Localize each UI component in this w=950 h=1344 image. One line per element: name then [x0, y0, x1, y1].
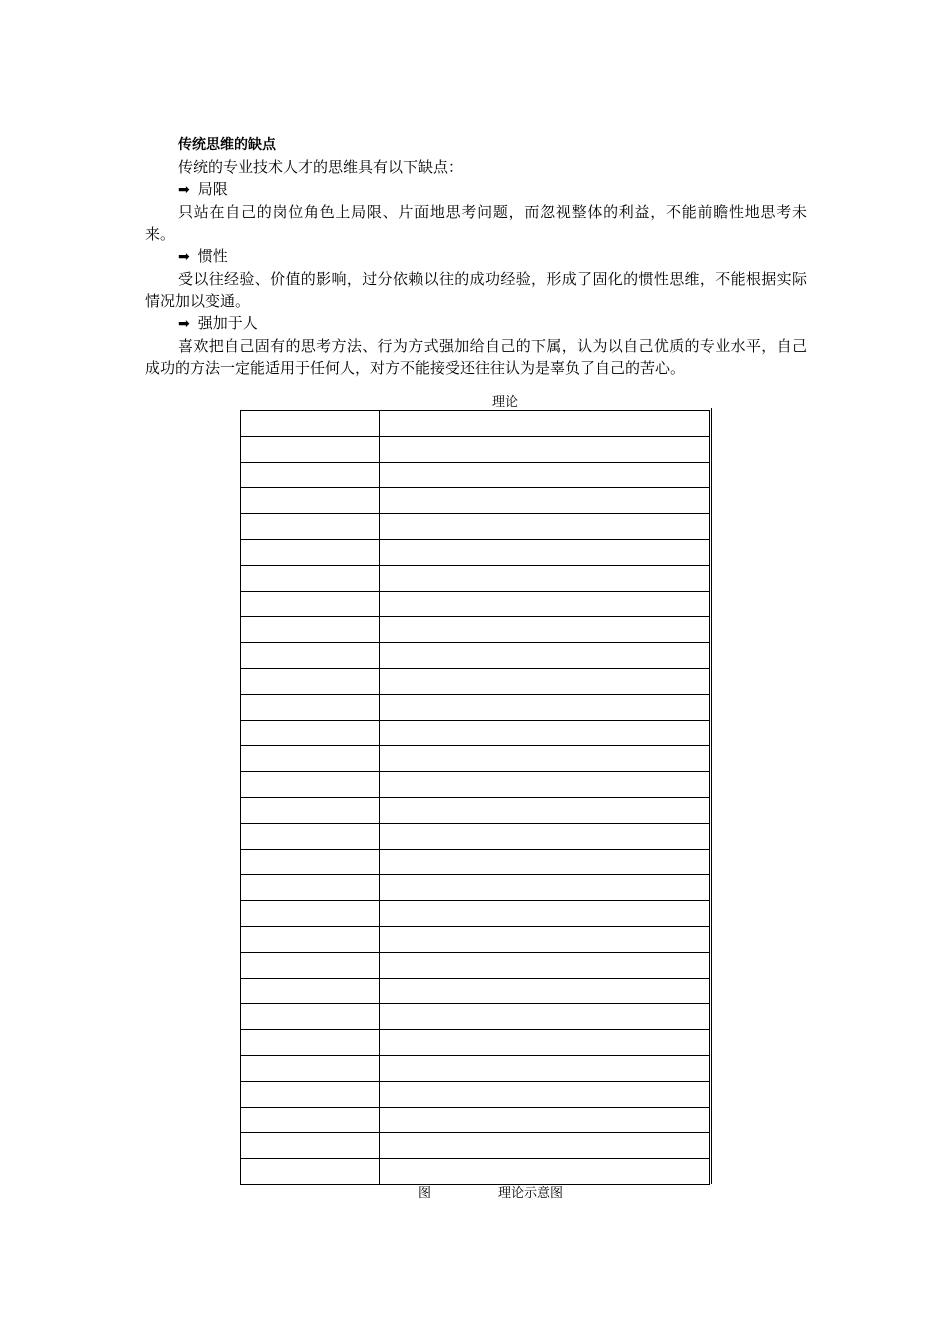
- table-row: [241, 643, 710, 669]
- table-cell-right: [379, 617, 709, 643]
- table-cell-left: [241, 901, 380, 927]
- table-cell-right: [379, 668, 709, 694]
- table-cell-right: [379, 1081, 709, 1107]
- section-heading: 传统思维的缺点: [178, 137, 276, 153]
- table-cell-left: [241, 772, 380, 798]
- table-cell-right: [379, 772, 709, 798]
- bullet-paragraph-2: 受以往经验、价值的影响，过分依赖以往的成功经验，形成了固化的惯性思维，不能根据实际情况加以变通。: [145, 270, 807, 310]
- table-row: [241, 926, 710, 952]
- bullet-paragraph-3: 喜欢把自己固有的思考方法、行为方式强加给自己的下属，认为以自己优质的专业水平，自己成功的方法一定能适用于任何人，对方不能接受还往往认为是辜负了自己的苦心。: [145, 337, 807, 377]
- table-cell-left: [241, 1030, 380, 1056]
- table-cell-right: [379, 978, 709, 1004]
- table-cell-right: [379, 797, 709, 823]
- table-cell-right: [379, 746, 709, 772]
- table-cell-right: [379, 462, 709, 488]
- table-cell-left: [241, 952, 380, 978]
- table-cell-left: [241, 643, 380, 669]
- table-cell-left: [241, 617, 380, 643]
- table-row: [241, 591, 710, 617]
- table-cell-left: [241, 875, 380, 901]
- table-row: [241, 436, 710, 462]
- table-row: [241, 797, 710, 823]
- table-cell-left: [241, 488, 380, 514]
- caption-text: 理论示意图: [498, 1186, 564, 1201]
- table-row: [241, 411, 710, 437]
- table-cell-left: [241, 1159, 380, 1185]
- table-row: [241, 849, 710, 875]
- table-row: [241, 720, 710, 746]
- table-row: [241, 875, 710, 901]
- table-cell-left: [241, 565, 380, 591]
- table-cell-right: [379, 565, 709, 591]
- table-row: [241, 617, 710, 643]
- table-cell-left: [241, 411, 380, 437]
- table-cell-left: [241, 694, 380, 720]
- table-row: [241, 539, 710, 565]
- document-text: [145, 134, 807, 379]
- table-cell-right: [379, 1004, 709, 1030]
- table-right-border: [711, 408, 712, 1184]
- table-cell-right: [379, 591, 709, 617]
- table-cell-right: [379, 1107, 709, 1133]
- table-cell-left: [241, 849, 380, 875]
- table-title: 理论: [491, 395, 518, 410]
- bullet-item-2: [145, 245, 807, 268]
- table-cell-left: [241, 1004, 380, 1030]
- caption-label: 图: [418, 1186, 432, 1201]
- arrow-right-icon: ➡: [178, 316, 190, 332]
- table-cell-right: [379, 720, 709, 746]
- table-row: [241, 514, 710, 540]
- table-cell-left: [241, 720, 380, 746]
- bullet-title: 强加于人: [197, 314, 258, 332]
- table-cell-left: [241, 668, 380, 694]
- table-cell-right: [379, 1055, 709, 1081]
- table-cell-right: [379, 1133, 709, 1159]
- table-cell-left: [241, 926, 380, 952]
- theory-table: [240, 410, 710, 1185]
- table-cell-right: [379, 436, 709, 462]
- table-row: [241, 1055, 710, 1081]
- bullet-item-1: [145, 178, 807, 201]
- bullet-title: 惯性: [197, 247, 228, 265]
- table-cell-left: [241, 1107, 380, 1133]
- arrow-right-icon: ➡: [178, 182, 190, 198]
- table-row: [241, 1159, 710, 1185]
- table-cell-left: [241, 539, 380, 565]
- table-row: [241, 901, 710, 927]
- table-row: [241, 565, 710, 591]
- table-cell-left: [241, 823, 380, 849]
- table-row: [241, 488, 710, 514]
- table-cell-right: [379, 823, 709, 849]
- bullet-item-3: [145, 312, 807, 335]
- table-cell-left: [241, 797, 380, 823]
- table-row: [241, 1081, 710, 1107]
- table-row: [241, 772, 710, 798]
- table-cell-right: [379, 694, 709, 720]
- table-cell-right: [379, 952, 709, 978]
- theory-table-body: [241, 411, 710, 1185]
- table-cell-right: [379, 849, 709, 875]
- table-cell-right: [379, 539, 709, 565]
- table-cell-right: [379, 514, 709, 540]
- table-cell-right: [379, 488, 709, 514]
- table-cell-right: [379, 1030, 709, 1056]
- table-row: [241, 978, 710, 1004]
- arrow-right-icon: ➡: [178, 249, 190, 265]
- table-row: [241, 694, 710, 720]
- table-row: [241, 823, 710, 849]
- table-cell-left: [241, 514, 380, 540]
- table-cell-right: [379, 411, 709, 437]
- bullet-paragraph-1: 只站在自己的岗位角色上局限、片面地思考问题，而忽视整体的利益，不能前瞻性地思考未来。: [145, 203, 807, 243]
- table-cell-right: [379, 643, 709, 669]
- table-cell-right: [379, 926, 709, 952]
- table-cell-right: [379, 875, 709, 901]
- section-intro: 传统的专业技术人才的思维具有以下缺点：: [178, 158, 464, 176]
- table-cell-left: [241, 1055, 380, 1081]
- table-row: [241, 668, 710, 694]
- table-cell-left: [241, 1081, 380, 1107]
- table-cell-right: [379, 901, 709, 927]
- table-cell-left: [241, 462, 380, 488]
- table-row: [241, 1030, 710, 1056]
- table-cell-right: [379, 1159, 709, 1185]
- bullet-title: 局限: [197, 180, 228, 198]
- table-row: [241, 1133, 710, 1159]
- table-cell-left: [241, 591, 380, 617]
- table-cell-left: [241, 978, 380, 1004]
- table-row: [241, 1107, 710, 1133]
- table-cell-left: [241, 746, 380, 772]
- table-row: [241, 746, 710, 772]
- table-row: [241, 1004, 710, 1030]
- table-row: [241, 462, 710, 488]
- table-cell-left: [241, 436, 380, 462]
- table-cell-left: [241, 1133, 380, 1159]
- table-row: [241, 952, 710, 978]
